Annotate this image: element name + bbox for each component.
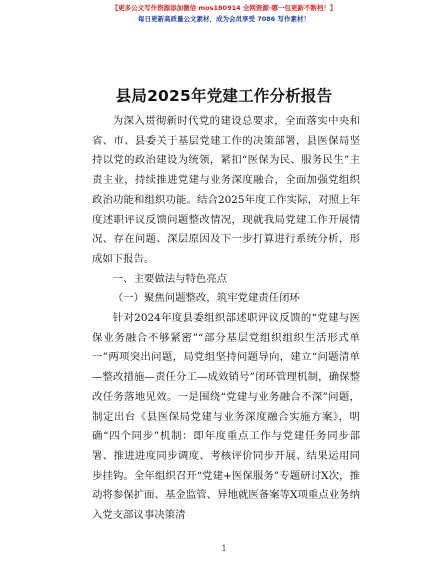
page-number: 1 — [221, 544, 227, 553]
section-heading: 一、主要做法与特色亮点 — [112, 272, 228, 285]
subsection-heading: （一）聚焦问题整改，筑牢党建责任闭环 — [112, 292, 300, 305]
promo-banner-line-2: 每日更新高质量公文素材，成为会员享受 7086 写作素材！ — [137, 15, 311, 23]
promo-banner-line-1: 【更多公文写作资源添加微信 mos180914 全网资源·哪一包更新不断档！】 — [111, 4, 337, 12]
body-paragraph: 针对2024年度县委组织部述职评议反馈的“党建与医保业务融合不够紧密”“部分基层党组织组织生活形式单一”两项突出问题，局党组坚持问题导向，建立“问题清单—整改措施—责任分工—成效销号”闭环管理机制，确保整改任务落地见效。一是围绕“党建与业务融合不深”问题，制定出台《县医保局党建与业务深度融合实施方案》，明确“四个同步”机制：即年度重点工作与党建任务同步部署、推进进度同步调度、考核评价同步开展、结果运用同步挂钩。全年组织召开“党建+医保服务”专题研讨X次，推动将参保扩面、基金监管、异地就医备案等X项重点业务纳入党支部议事决策清 — [92, 312, 360, 522]
document-title: 县局2025年党建工作分析报告 — [115, 87, 333, 105]
intro-paragraph: 为深入贯彻新时代党的建设总要求，全面落实中央和省、市、县委关于基层党建工作的决策部署，县医保局坚持以党的政治建设为统领，紧扣“医保为民、服务民生”主责主业，持续推进党建与业务深度融合，全面加强党组织政治功能和组织功能。结合2025年度工作实际，对照上年度述职评议反馈问题整改情况，现就我局党建工作开展情况、存在问题、深层原因及下一步打算进行系统分析，形成如下报告。 — [92, 115, 360, 265]
document-body — [92, 112, 360, 526]
